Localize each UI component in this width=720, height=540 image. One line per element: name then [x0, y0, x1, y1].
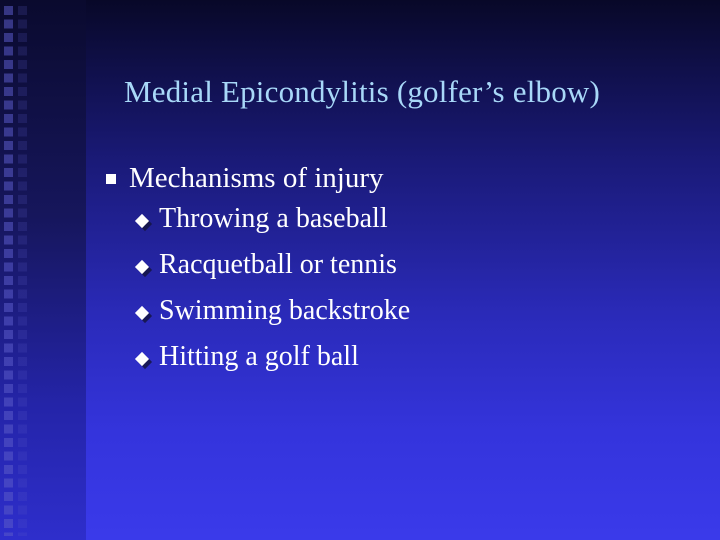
sub-bullet-item [159, 196, 410, 242]
square-bullet-icon [106, 174, 116, 184]
sub-bullet-text: Swimming backstroke [159, 295, 411, 326]
slide-body [104, 160, 410, 380]
sub-bullet-item [159, 288, 410, 334]
sub-bullet-text: Racquetball or tennis [159, 249, 397, 280]
sub-bullet-text: Hitting a golf ball [159, 341, 359, 372]
bullet-text: Mechanisms of injury [129, 162, 384, 194]
sub-bullet-item [159, 242, 410, 288]
bullet-item [104, 160, 410, 196]
sub-bullet-text: Throwing a baseball [159, 203, 388, 234]
left-decorative-band [0, 0, 86, 540]
sub-bullet-list [104, 196, 410, 380]
slide-title: Medial Epicondylitis (golfer’s elbow) [124, 74, 601, 109]
square-pattern-decoration-faint [18, 6, 32, 536]
sub-bullet-item [159, 334, 410, 380]
square-pattern-decoration [4, 6, 18, 536]
